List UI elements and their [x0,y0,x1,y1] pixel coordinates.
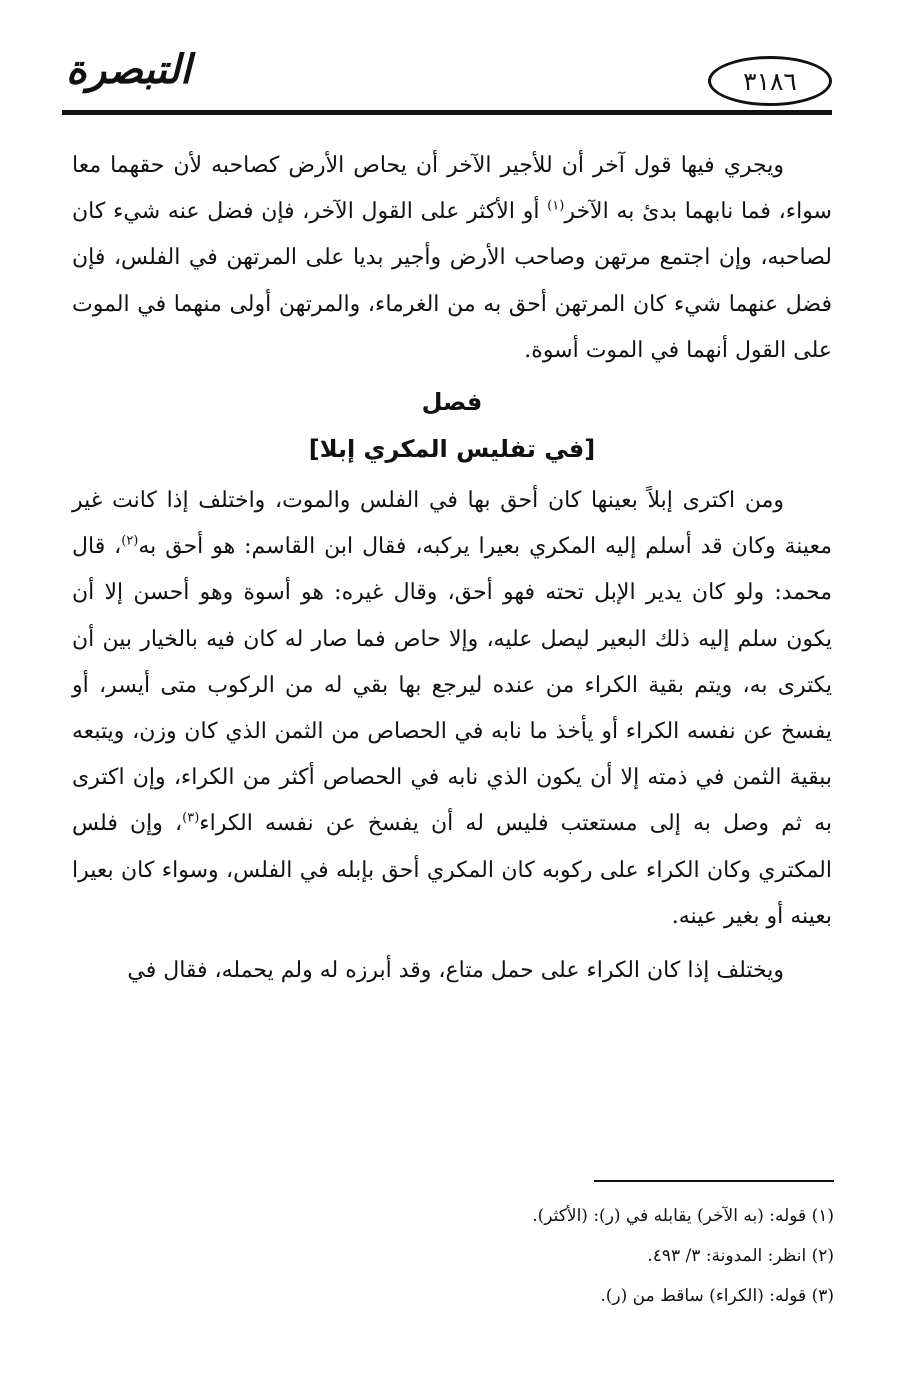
footnotes [134,1196,834,1316]
page-header [62,46,832,124]
paragraph-1 [72,143,832,374]
paragraph-2-text-b: ، قال محمد: ولو كان يدير الإبل تحته فهو أحق، وقال غيره: هو أسوة وهو أحسن إلا أن يكون سلم إليه ذلك البعير ليصل عليه، وإلا حاص فما صار له كان فيه بالخيار بين أن يكترى به، ويتم بقية الكراء من عنده ليرجع بها بقي له من الركوب متى أيسر، أو يفسخ عن نفسه الكراء أو يأخذ ما نابه في الحصاص من الثمن الذي كان وزن، ويتبعه ببقية الثمن في ذمته إلا أن يكون الذي نابه في الحصاص أكثر من الكراء، وإن اكترى به ثم وصل به إلى مستعتب فليس له أن يفسخ عن نفسه الكراء [72,534,832,837]
paragraph-1-text-a: ويجري فيها قول آخر أن للأجير الآخر أن يحاص الأرض كصاحبه لأن حقهما معا سواء، فما نابهما بدئ به الآخر [72,153,832,225]
footnote-ref-2: (٢) [121,533,139,549]
footnote-ref-1: (١) [547,198,565,214]
footnote-1: (١) قوله: (به الآخر) يقابله في (ر): (الأكثر). [532,1206,834,1226]
paragraph-2 [72,478,832,940]
page-number-badge [708,56,832,106]
footnote-3: (٣) قوله: (الكراء) ساقط من (ر). [600,1286,834,1306]
section-subtitle: [في تفليس المكري إبلا] [308,435,596,464]
paragraph-2-text-c: ، وإن فلس المكتري وكان الكراء على ركوبه كان المكري أحق بإبله في الفلس، وسواء كان بعيرا بعينه أو بغير عينه. [72,811,832,929]
header-divider [62,110,832,115]
paragraph-3 [72,948,832,994]
footnote-divider [594,1180,834,1182]
footnote-2: (٢) انظر: المدونة: ٣/ ٤٩٣. [647,1246,834,1266]
main-text [72,143,832,994]
footnote-ref-3: (٣) [182,811,200,827]
paragraph-3-text: ويختلف إذا كان الكراء على حمل متاع، وقد أبرزه له ولم يحمله، فقال في [127,958,784,984]
paragraph-1-text-b: أو الأكثر على القول الآخر، فإن فضل عنه شيء كان لصاحبه، وإن اجتمع مرتهن وصاحب الأرض وأجير بديا على المرتهن في الفلس، فإن فضل عنهما شيء كان المرتهن أحق به من الغرماء، والمرتهن أولى منهما في الموت على القول أنهما في الموت أسوة. [72,199,832,363]
page-number: ٣١٨٦ [743,66,797,96]
section-title: فصل [421,388,483,417]
book-title: التبصرة [66,46,192,93]
paragraph-2-text-a: ومن اكترى إبلاً بعينها كان أحق بها في الفلس والموت، واختلف إذا كانت غير معينة وكان قد أسلم إليه المكري بعيرا يركبه، فقال ابن القاسم: هو أحق به [72,488,832,560]
